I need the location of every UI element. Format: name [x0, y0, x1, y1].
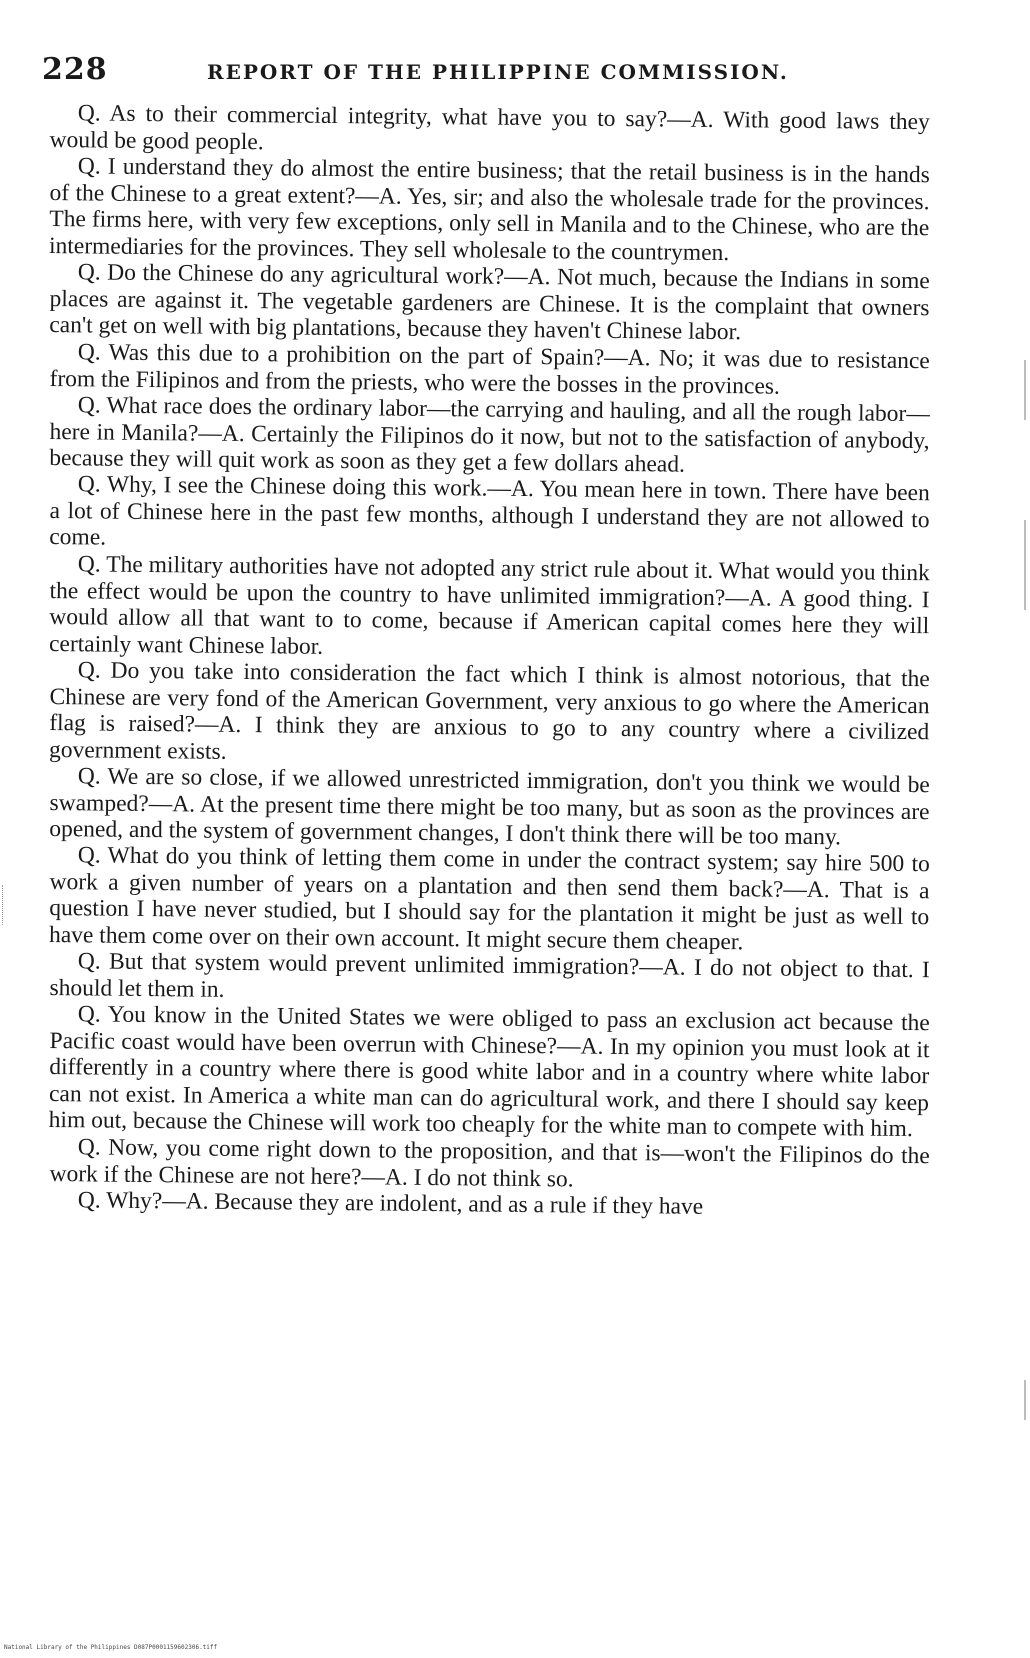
- paragraph-9: Q. We are so close, if we allowed unrestricted immigration, don't you think we would be swamped?—A. At the present time there might be too many, but as soon as the provinces are opened, and the system of government changes, I don't think there will be too many.: [49, 762, 930, 850]
- paragraph-14: Q. Why?—A. Because they are indolent, and as a rule if they have: [77, 1186, 704, 1220]
- paragraph-4: Q. Was this due to a prohibition on the part of Spain?—A. No; it was due to resistance from the Filipinos and from the priests, who were the bosses in the provinces.: [49, 338, 930, 399]
- paragraph-13: Q. Now, you come right down to the proposition, and that is—won't the Filipinos do the work if the Chinese are not here?—A. I do not think so.: [49, 1133, 930, 1192]
- paragraph-10: Q. What do you think of letting them come in under the contract system; say hire 500 to work a given number of years on a plantation and then send them back?—A. That is a question I have never studied, but I should say for the plantation it might be just as well to have them come over on their own account. It might secure them cheaper.: [48, 842, 930, 955]
- paragraph-2: Q. I understand they do almost the entire business; that the retail business is in the hands of the Chinese to a great extent?—A. Yes, sir; and also the wholesale trade for the provinces. The firms here, with very few exceptions, only sell in Manila and to the Chinese, who are the intermediaries for the provinces. They sell wholesale to the countrymen.: [48, 153, 930, 266]
- body-text: [48, 100, 930, 1220]
- paragraph-12: Q. You know in the United States we were obliged to pass an exclusion act because the Pacific coast would have been overrun with Chinese?—A. In my opinion you must look at it differently in a country where there is good white labor and in a country where white labor can not exist. In America a white man can do agricultural work, and there I should say keep him out, because the Chinese will work too cheaply for the white man to compete with him.: [48, 1001, 930, 1143]
- paragraph-3: Q. Do the Chinese do any agricultural work?—A. Not much, because the Indians in some places are against it. The vegetable gardeners are Chinese. It is the complaint that owners can't get on well with big plantations, because they haven't Chinese labor.: [49, 259, 930, 346]
- page-number: 228: [42, 52, 108, 87]
- running-head: [42, 52, 942, 92]
- scan-edge-mark: [1024, 520, 1026, 610]
- paragraph-1: Q. As to their commercial integrity, what have you to say?—A. With good laws they would be good people.: [49, 100, 930, 155]
- running-title: REPORT OF THE PHILIPPINE COMMISSION.: [207, 60, 789, 84]
- paragraph-8: Q. Do you take into consideration the fact which I think is almost notorious, that the Chinese are very fond of the American Government, very anxious to go where the American flag is raised?—A. I think they are anxious to go to any country where a civilized government exists.: [48, 656, 930, 764]
- paragraph-7: Q. The military authorities have not adopted any strict rule about it. What would you think the effect would be upon the country to have unlimited immigration?—A. A good thing. I would allow all that want to to come, because if American capital comes here they will certainly want Chinese labor.: [48, 550, 930, 659]
- scan-edge-mark: [1024, 1380, 1026, 1420]
- scan-footer-stamp: National Library of the Philippines D087P0001159602306.tiff: [4, 1644, 218, 1651]
- scan-edge-mark: [1024, 360, 1026, 420]
- paragraph-11: Q. But that system would prevent unlimited immigration?—A. I do not object to that. I should let them in.: [49, 948, 930, 1003]
- paragraph-5: Q. What race does the ordinary labor—the carrying and hauling, and all the rough labor—here in Manila?—A. Certainly the Filipinos do it now, but not to the satisfaction of anybody, because they will quit work as soon as they get a few dollars ahead.: [49, 391, 930, 478]
- scan-speckle: [2, 885, 7, 925]
- paragraph-6: Q. Why, I see the Chinese doing this work.—A. You mean here in town. There have been a lot of Chinese here in the past few months, although I understand they are not allowed to come.: [49, 471, 930, 551]
